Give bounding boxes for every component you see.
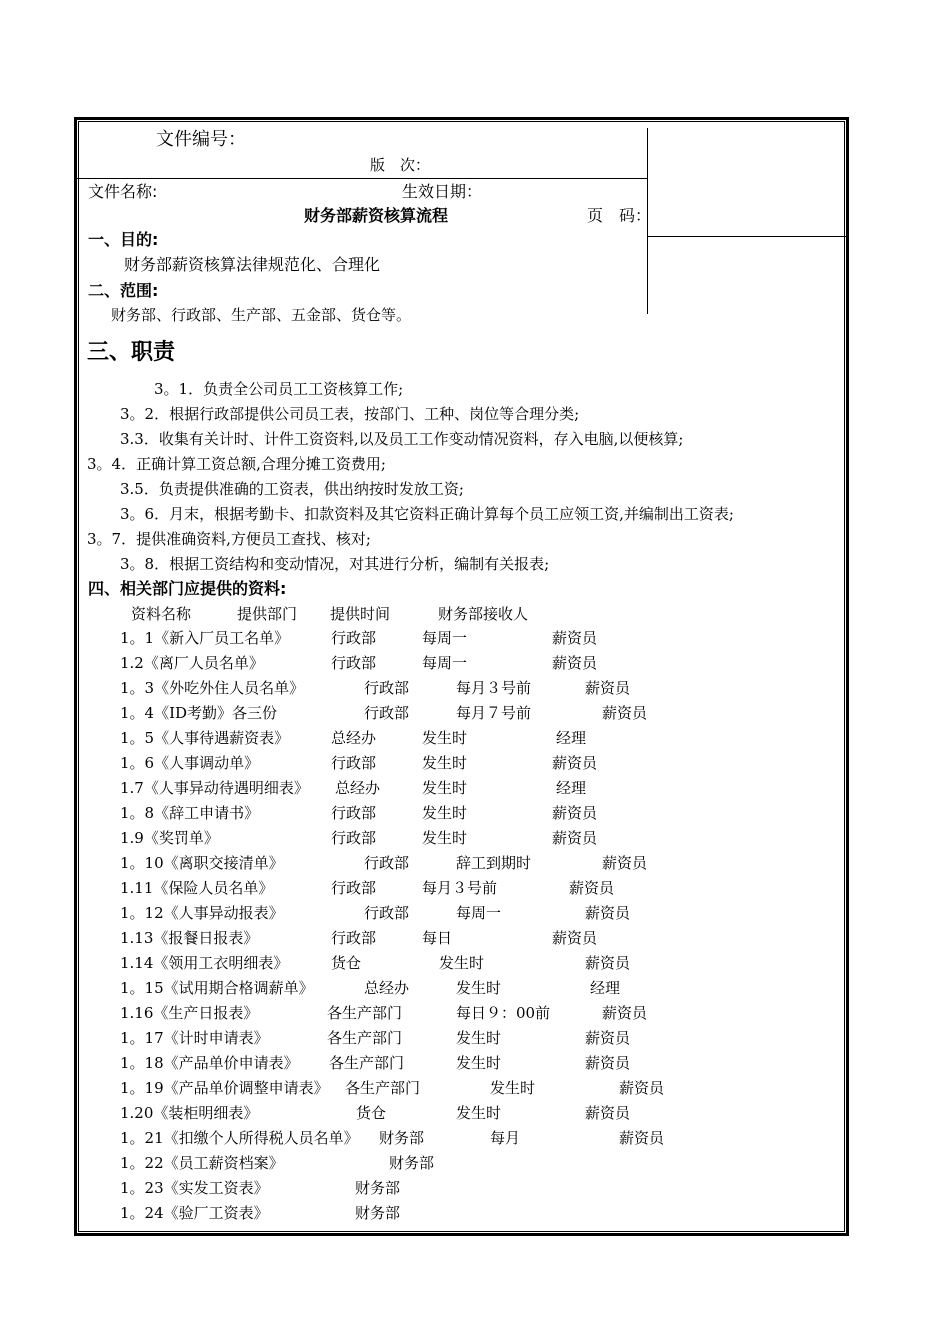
- list-item-name: 1。22《员工薪资档案》: [120, 1154, 284, 1172]
- duty-item: 3。8．根据工资结构和变动情况，对其进行分析，编制有关报表;: [120, 555, 550, 573]
- list-item-receiver: 薪资员: [585, 1054, 631, 1072]
- duty-item: 3。2．根据行政部提供公司员工表，按部门、工种、岗位等合理分类;: [120, 405, 580, 423]
- list-item-name: 1。6《人事调动单》: [120, 754, 260, 772]
- list-item-time: 每月７号前: [456, 704, 532, 722]
- column-header-name: 资料名称: [131, 605, 192, 623]
- list-item-department: 各生产部门: [345, 1079, 421, 1097]
- section-3-heading: 三、职责: [87, 340, 176, 365]
- column-header-receiver: 财务部接收人: [438, 605, 529, 623]
- list-item-name: 1。23《实发工资表》: [120, 1179, 269, 1197]
- list-item-department: 行政部: [331, 754, 377, 772]
- file-number-label: 文件编号：: [156, 129, 246, 150]
- list-item-name: 1。21《扣缴个人所得税人员名单》: [120, 1129, 359, 1147]
- list-item-receiver: 薪资员: [585, 1104, 631, 1122]
- list-item-receiver: 薪资员: [619, 1079, 665, 1097]
- list-item-department: 货仓: [356, 1104, 387, 1122]
- list-item-receiver: 薪资员: [602, 704, 648, 722]
- list-item-department: 行政部: [364, 704, 410, 722]
- list-item-department: 行政部: [364, 904, 410, 922]
- page-number-label: 页 码：: [587, 206, 652, 225]
- list-item-name: 1。19《产品单价调整申请表》: [120, 1079, 329, 1097]
- list-item-receiver: 薪资员: [585, 1029, 631, 1047]
- list-item-receiver: 经理: [590, 979, 621, 997]
- list-item-time: 发生时: [490, 1079, 536, 1097]
- effective-date-label: 生效日期：: [402, 182, 483, 201]
- list-item-name: 1。24《验厂工资表》: [120, 1204, 269, 1222]
- section-1-text: 财务部薪资核算法律规范化、合理化: [124, 255, 381, 274]
- list-item-receiver: 薪资员: [602, 854, 648, 872]
- list-item-department: 行政部: [364, 854, 410, 872]
- list-item-time: 每月: [490, 1129, 521, 1147]
- list-item-department: 财务部: [355, 1179, 401, 1197]
- list-item-department: 财务部: [355, 1204, 401, 1222]
- duty-item: 3。7．提供准确资料,方便员工查找、核对;: [87, 530, 371, 548]
- duty-item: 3.5．负责提供准确的工资表，供出纳按时发放工资;: [120, 480, 464, 498]
- list-item-department: 行政部: [364, 679, 410, 697]
- section-2-text: 财务部、行政部、生产部、五金部、货仓等。: [111, 306, 412, 324]
- list-item-name: 1。1《新入厂员工名单》: [120, 629, 290, 647]
- list-item-time: 发生时: [456, 979, 502, 997]
- list-item-name: 1.7《人事异动待遇明细表》: [120, 779, 309, 797]
- list-item-department: 财务部: [389, 1154, 435, 1172]
- column-header-time: 提供时间: [330, 605, 391, 623]
- list-item-name: 1。15《试用期合格调薪单》: [120, 979, 314, 997]
- list-item-name: 1。8《辞工申请书》: [120, 804, 260, 822]
- list-item-name: 1.13《报餐日报表》: [120, 929, 259, 947]
- duty-item: 3。6．月末，根据考勤卡、扣款资料及其它资料正确计算每个员工应领工资,并编制出工资表;: [120, 505, 734, 523]
- list-item-name: 1.20《装柜明细表》: [120, 1104, 259, 1122]
- duty-item: 3。1．负责全公司员工工资核算工作;: [154, 380, 404, 398]
- list-item-receiver: 经理: [556, 779, 587, 797]
- list-item-department: 行政部: [331, 829, 377, 847]
- list-item-time: 每日: [422, 929, 453, 947]
- list-item-receiver: 薪资员: [569, 879, 615, 897]
- list-item-department: 总经办: [335, 779, 381, 797]
- list-item-time: 发生时: [456, 1054, 502, 1072]
- list-item-name: 1。18《产品单价申请表》: [120, 1054, 299, 1072]
- list-item-department: 行政部: [331, 929, 377, 947]
- list-item-name: 1。10《离职交接清单》: [120, 854, 284, 872]
- list-item-department: 各生产部门: [327, 1004, 403, 1022]
- list-item-department: 行政部: [331, 879, 377, 897]
- list-item-name: 1。3《外吃外住人员名单》: [120, 679, 305, 697]
- list-item-name: 1。12《人事异动报表》: [120, 904, 284, 922]
- list-item-name: 1。4《ID考勤》各三份: [120, 704, 278, 722]
- column-header-department: 提供部门: [237, 605, 298, 623]
- list-item-time: 发生时: [422, 779, 468, 797]
- list-item-name: 1.2《离厂人员名单》: [120, 654, 264, 672]
- list-item-receiver: 薪资员: [585, 954, 631, 972]
- list-item-receiver: 薪资员: [552, 654, 598, 672]
- section-2-heading: 二、范围:: [88, 281, 159, 300]
- list-item-name: 1.9《奖罚单》: [120, 829, 219, 847]
- list-item-receiver: 薪资员: [552, 754, 598, 772]
- list-item-time: 每周一: [422, 629, 468, 647]
- list-item-time: 发生时: [422, 804, 468, 822]
- list-item-time: 发生时: [422, 729, 468, 747]
- list-item-receiver: 薪资员: [585, 679, 631, 697]
- list-item-receiver: 薪资员: [619, 1129, 665, 1147]
- list-item-receiver: 薪资员: [585, 904, 631, 922]
- version-label: 版 次：: [370, 156, 431, 174]
- list-item-receiver: 薪资员: [552, 929, 598, 947]
- list-item-name: 1。5《人事待遇薪资表》: [120, 729, 290, 747]
- list-item-time: 发生时: [456, 1029, 502, 1047]
- list-item-time: 发生时: [456, 1104, 502, 1122]
- list-item-time: 每周一: [456, 904, 502, 922]
- section-1-heading: 一、目的:: [88, 230, 159, 249]
- list-item-department: 货仓: [331, 954, 362, 972]
- list-item-department: 行政部: [331, 654, 377, 672]
- list-item-department: 财务部: [379, 1129, 425, 1147]
- list-item-department: 各生产部门: [329, 1054, 405, 1072]
- list-item-receiver: 薪资员: [602, 1004, 648, 1022]
- list-item-time: 每月３号前: [456, 679, 532, 697]
- list-item-receiver: 薪资员: [552, 829, 598, 847]
- list-item-name: 1。17《计时申请表》: [120, 1029, 269, 1047]
- list-item-time: 发生时: [422, 829, 468, 847]
- header-rule-2: [648, 236, 848, 237]
- list-item-time: 辞工到期时: [456, 854, 532, 872]
- document-title: 财务部薪资核算流程: [304, 206, 449, 225]
- list-item-department: 各生产部门: [327, 1029, 403, 1047]
- list-item-time: 发生时: [439, 954, 485, 972]
- list-item-department: 总经办: [364, 979, 410, 997]
- list-item-time: 发生时: [422, 754, 468, 772]
- section-4-heading: 四、相关部门应提供的资料:: [88, 579, 287, 598]
- list-item-name: 1.11《保险人员名单》: [120, 879, 274, 897]
- list-item-name: 1.16《生产日报表》: [120, 1004, 259, 1022]
- list-item-name: 1.14《领用工衣明细表》: [120, 954, 289, 972]
- duty-item: 3。4．正确计算工资总额,合理分摊工资费用;: [87, 455, 386, 473]
- header-rule-1: [75, 178, 647, 179]
- list-item-receiver: 经理: [556, 729, 587, 747]
- duty-item: 3.3．收集有关计时、计件工资资料,以及员工工作变动情况资料，存入电脑,以便核算;: [120, 430, 684, 448]
- list-item-department: 总经办: [331, 729, 377, 747]
- file-name-label: 文件名称:: [88, 182, 158, 201]
- list-item-department: 行政部: [331, 629, 377, 647]
- list-item-receiver: 薪资员: [552, 804, 598, 822]
- list-item-time: 每周一: [422, 654, 468, 672]
- list-item-department: 行政部: [331, 804, 377, 822]
- list-item-time: 每日９：00前: [456, 1004, 551, 1022]
- list-item-receiver: 薪资员: [552, 629, 598, 647]
- list-item-time: 每月３号前: [422, 879, 498, 897]
